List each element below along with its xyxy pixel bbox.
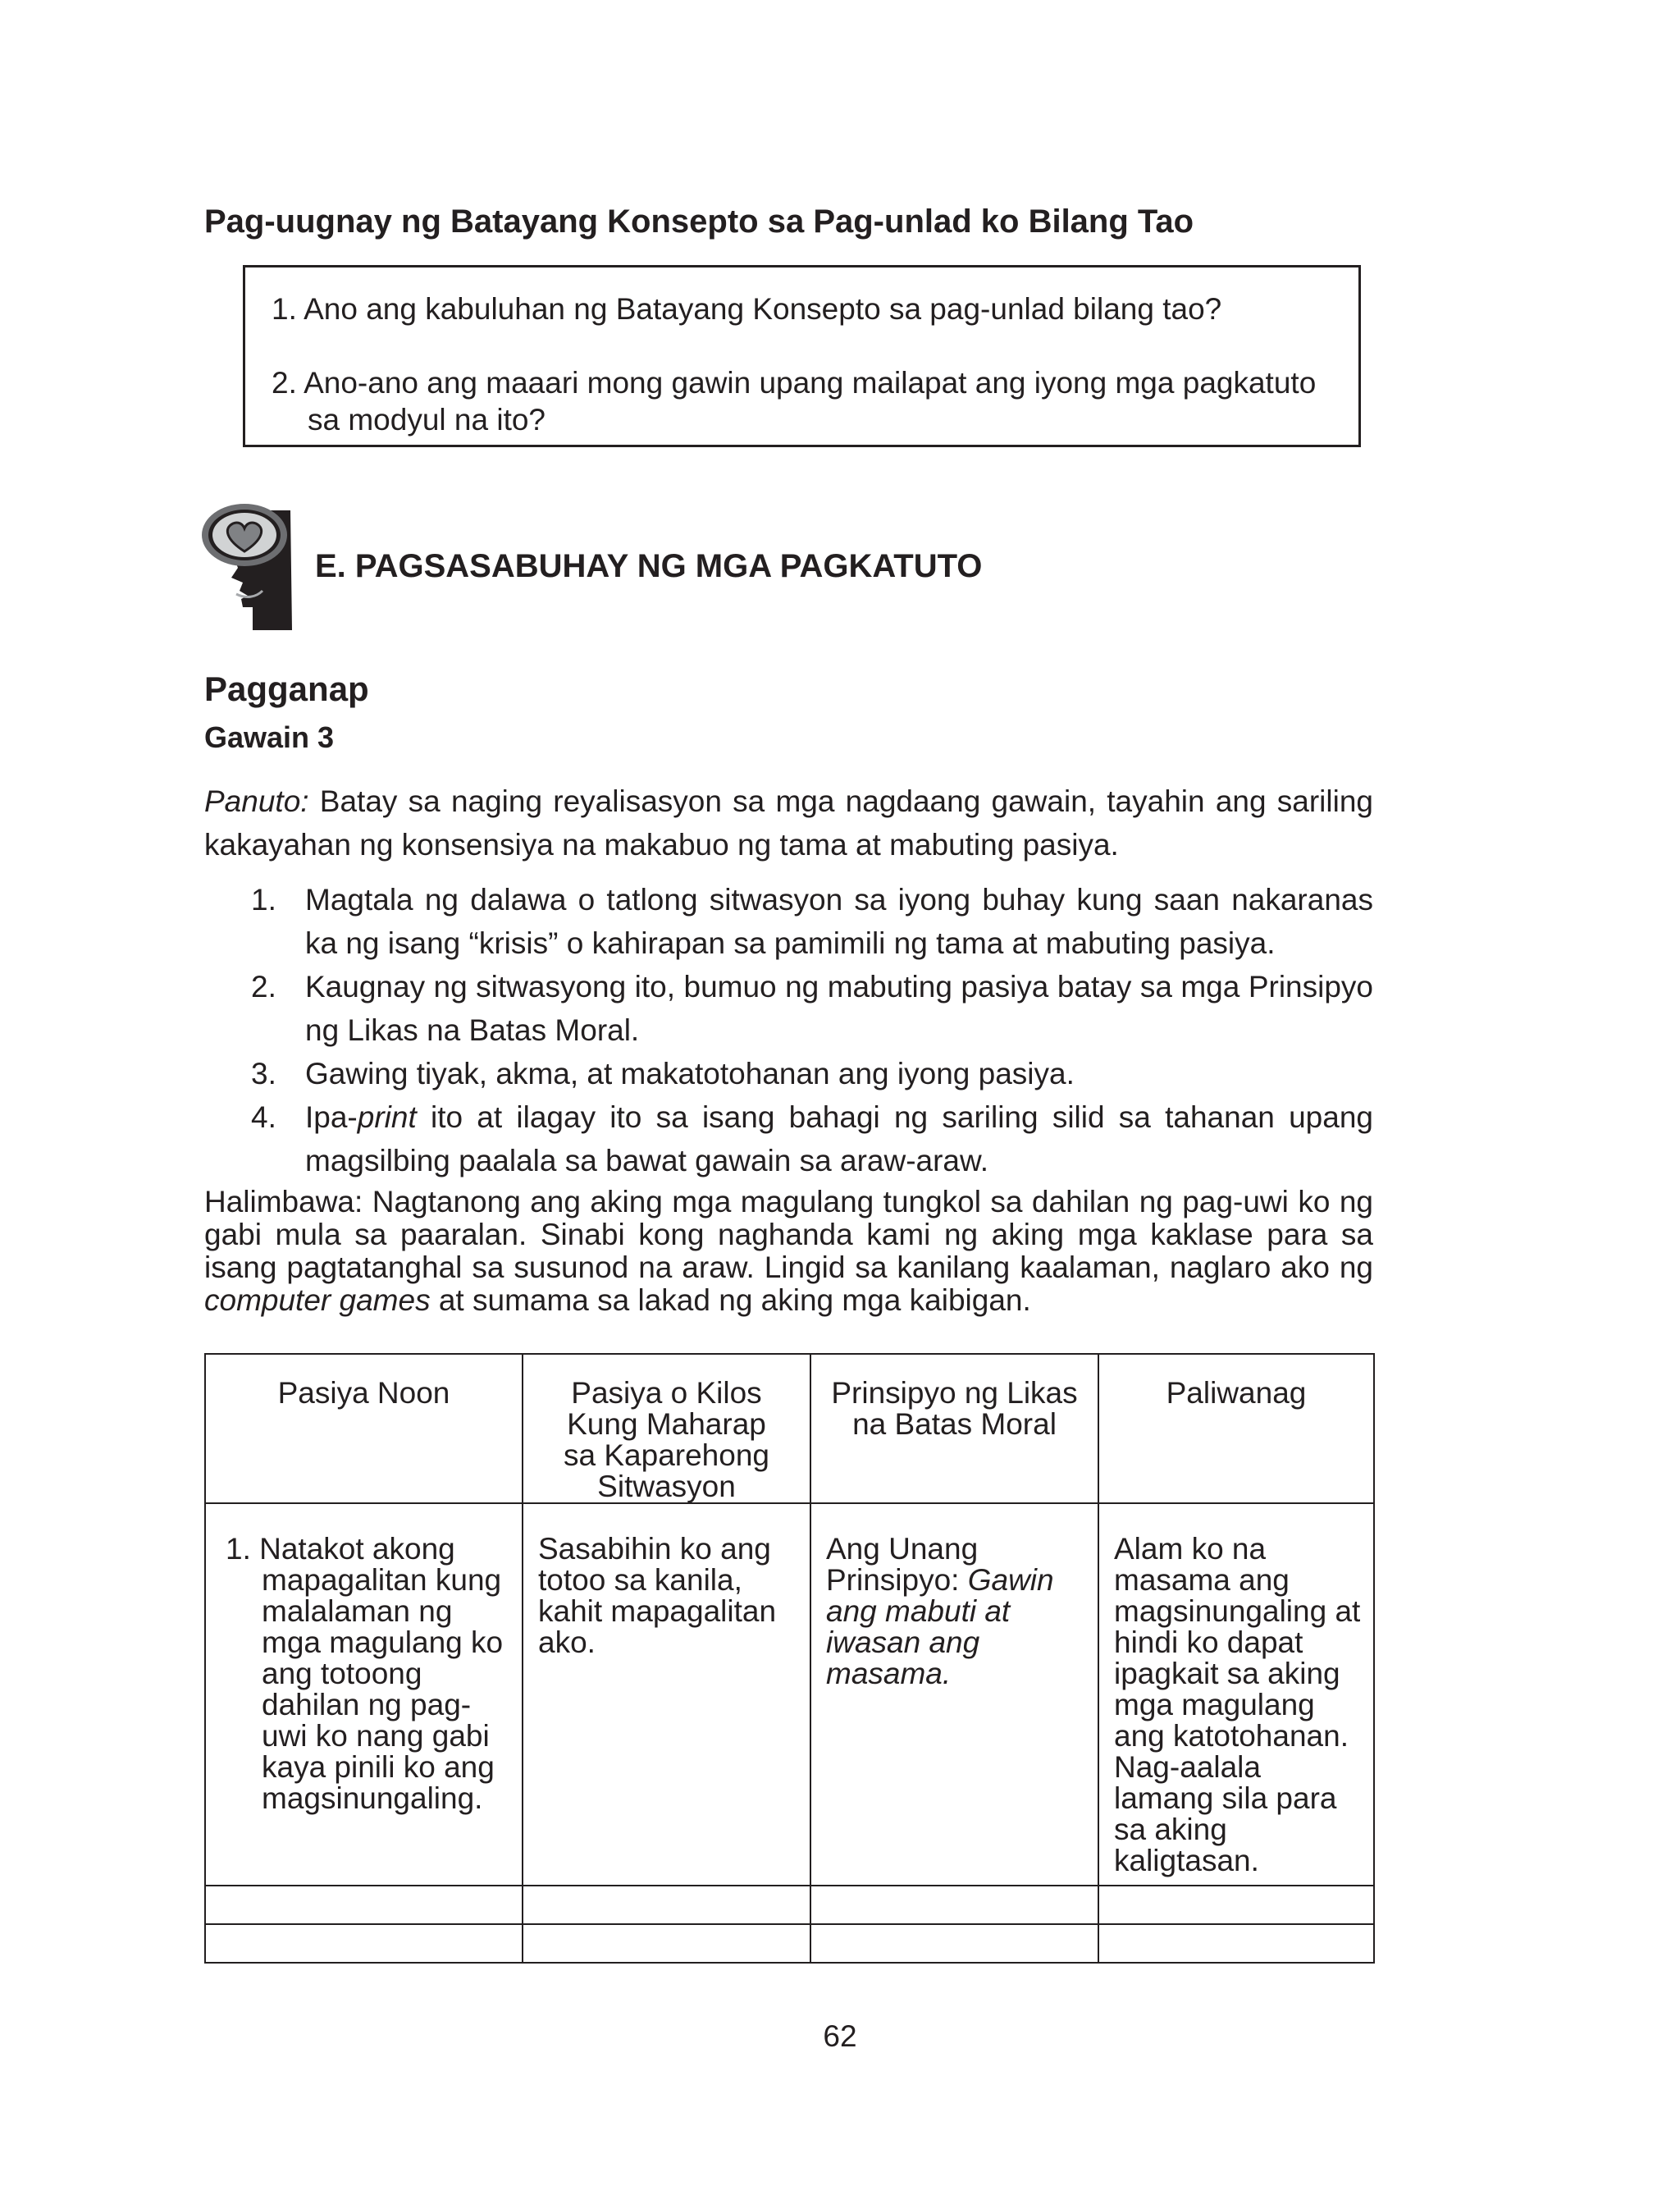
table-cell [1098,1924,1374,1963]
cell-text-italic: Gawin ang mabuti at iwasan ang masama. [826,1563,1054,1690]
step-text: Magtala ng dalawa o tatlong sitwasyon sa iyong buhay kung saan nakaranas ka ng isang “krisis” o kahirapan sa pamimili ng tama at mabuting pasiya. [305,883,1373,960]
table-cell [1098,1886,1374,1924]
step-text: Gawing tiyak, akma, at makatotohanan ang iyong pasiya. [305,1057,1075,1090]
decision-table [204,1353,1375,1964]
steps-list [251,878,1373,1182]
table-cell [810,1924,1098,1963]
table-cell [810,1886,1098,1924]
table-cell [810,1503,1098,1886]
gawain-heading: Gawain 3 [204,720,335,754]
step-text-italic: print [357,1100,417,1134]
instructions [204,780,1373,866]
question-2-line-2: sa modyul na ito? [308,403,546,437]
head-heart-icon [202,502,300,630]
table-row [205,1886,1374,1924]
example-text: Halimbawa: Nagtanong ang aking mga magulang tungkol sa dahilan ng pag-uwi ko ng gabi mula sa paaralan. Sinabi kong naghanda kami ng aking mga kaklase para sa isang pagtatanghal sa susunod na araw. Lingid sa kanilang kaalaman, naglaro ako ng [204,1185,1373,1284]
list-item [251,878,1373,965]
column-header-pasiya-noon: Pasiya Noon [205,1354,523,1503]
pagganap-heading: Pagganap [204,670,369,708]
step-number: 2. [251,970,276,1004]
question-2 [272,364,1346,438]
list-item [251,965,1373,1052]
example-text-after: at sumama sa lakad ng aking mga kaibigan. [430,1283,1031,1317]
question-2-line-1: 2. Ano-ano ang maaari mong gawin upang mailapat ang iyong mga pagkatuto [272,366,1317,400]
column-header-prinsipyo [810,1354,1098,1503]
column-header-paliwanag: Paliwanag [1098,1354,1374,1503]
step-number: 3. [251,1057,276,1090]
cell-text: 1. Natakot akong mapagalitan kung malalaman ng mga magulang ko ang totoong dahilan ng pag-uwi ko nang gabi kaya pinili ko ang magsinungaling. [226,1532,504,1815]
example-paragraph [204,1186,1373,1317]
instructions-text: Batay sa naging reyalisasyon sa mga nagdaang gawain, tayahin ang sariling kakayahan ng konsensiya na makabuo ng tama at mabuting pasiya. [204,784,1373,862]
step-text: Kaugnay ng sitwasyong ito, bumuo ng mabuting pasiya batay sa mga Prinsipyo ng Likas na Batas Moral. [305,970,1373,1047]
step-text-after: ito at ilagay ito sa isang bahagi ng sariling silid sa tahanan upang magsilbing paalala sa bawat gawain sa araw-araw. [305,1100,1373,1177]
table-cell [523,1886,810,1924]
question-1: 1. Ano ang kabuluhan ng Batayang Konsepto sa pag-unlad bilang tao? [272,292,1222,326]
column-header-pasiya-o-kilos [523,1354,810,1503]
column-header-text: Prinsipyo ng Likas na Batas Moral [831,1376,1078,1441]
column-header-text: Pasiya o Kilos Kung Maharap sa Kaparehong Sitwasyon [564,1376,769,1503]
step-text-before: Ipa- [305,1100,358,1134]
table-cell [205,1503,523,1886]
instructions-label: Panuto: [204,784,309,818]
list-item [251,1052,1373,1095]
table-cell: Sasabihin ko ang totoo sa kanila, kahit mapagalitan ako. [523,1503,810,1886]
list-item [251,1095,1373,1182]
step-number: 4. [251,1100,276,1134]
page-number: 62 [823,2019,857,2053]
example-italic: computer games [204,1283,431,1317]
table-cell [523,1924,810,1963]
reflection-questions-box [243,265,1361,447]
step-number: 1. [251,883,276,917]
table-cell [205,1886,523,1924]
table-header-row [205,1354,1374,1503]
cell-text: Ang Unang Prinsipyo: [826,1532,979,1597]
table-row [205,1503,1374,1886]
connect-heading: Pag-uugnay ng Batayang Konsepto sa Pag-unlad ko Bilang Tao [204,203,1194,240]
section-heading: E. PAGSASABUHAY NG MGA PAGKATUTO [315,548,983,584]
table-cell: Alam ko na masama ang magsinungaling at hindi ko dapat ipagkait sa aking mga magulang ang katotohanan. Nag-aalala lamang sila para sa aking kaligtasan. [1098,1503,1374,1886]
table-row [205,1924,1374,1963]
table-cell [205,1924,523,1963]
